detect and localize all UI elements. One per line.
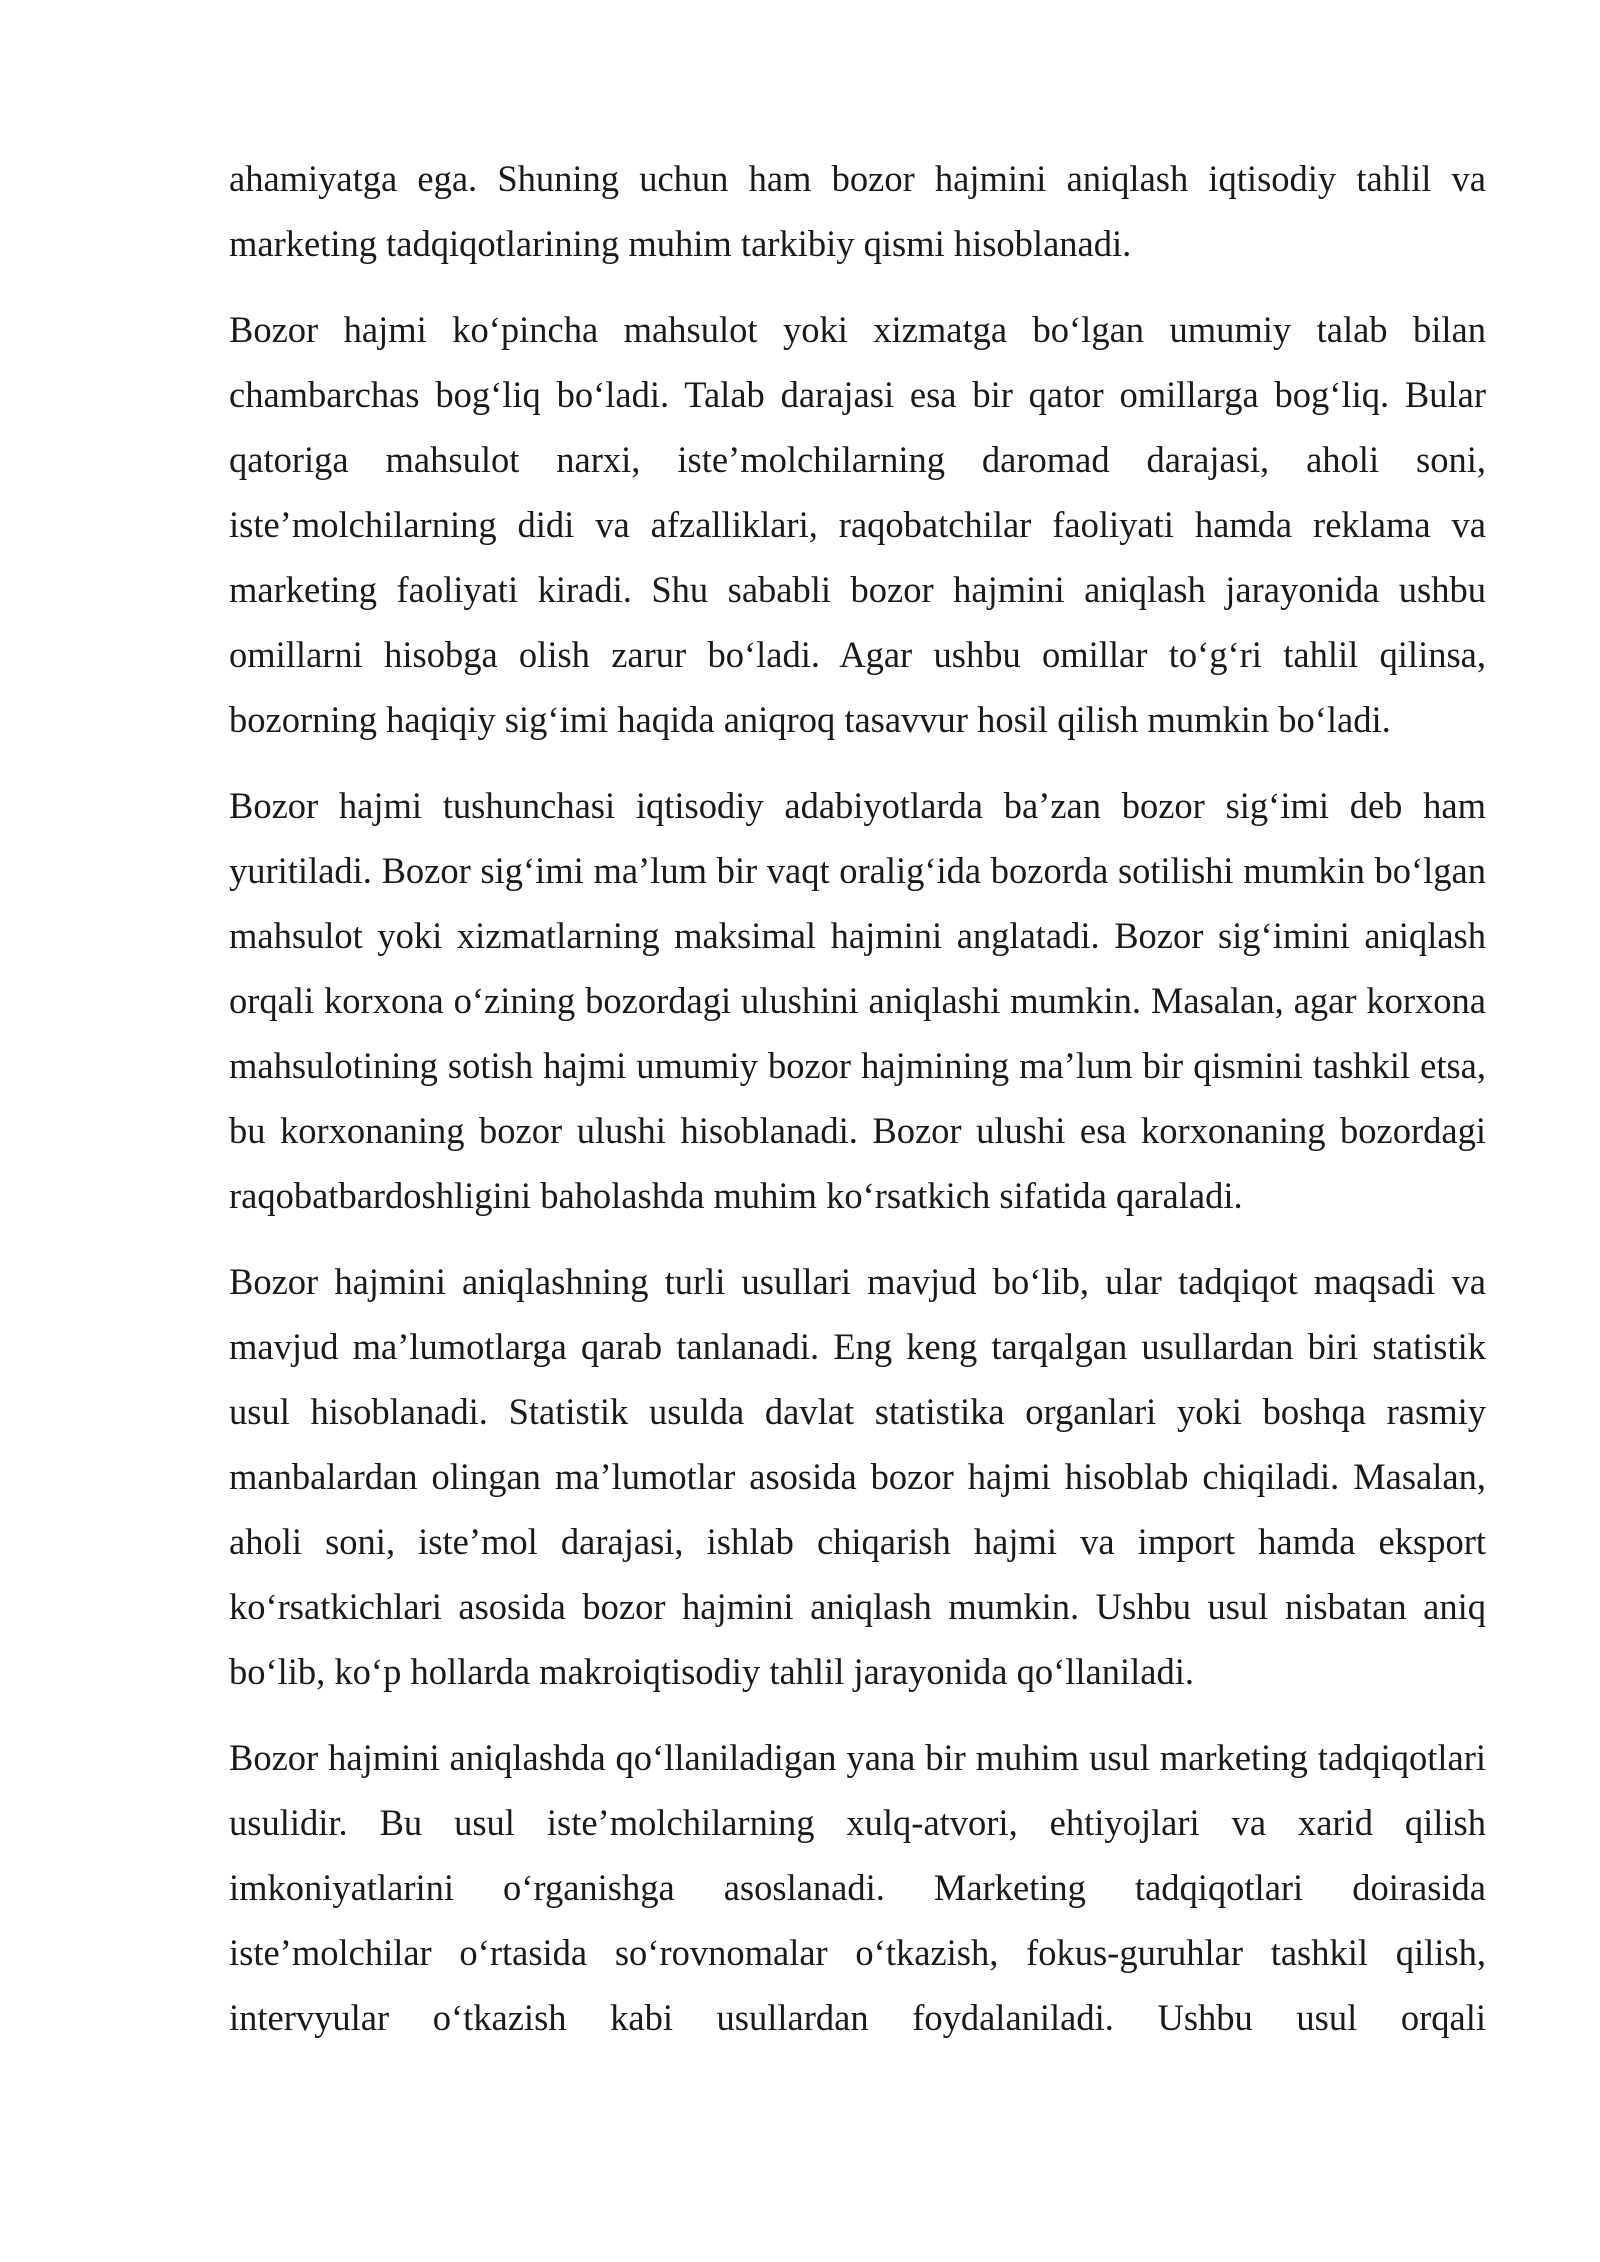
paragraph-1: ahamiyatga ega. Shuning uchun ham bozor hajmini aniqlash iqtisodiy tahlil va marketing tadqiqotlarining muhim tarkibiy qismi hisoblanadi. — [229, 158, 1486, 264]
paragraph-4: Bozor hajmini aniqlashning turli usullari mavjud bo‘lib, ular tadqiqot maqsadi va mavjud ma’lumotlarga qarab tanlanadi. Eng keng tarqalgan usullardan biri statistik usul hisoblanadi. Statistik usulda davlat statistika organlari yoki boshqa rasmiy manbalardan olingan ma’lumotlar asosida bozor hajmi hisoblab chiqiladi. Masalan, aholi soni, iste’mol darajasi, ishlab chiqarish hajmi va import hamda eksport ko‘rsatkichlari asosida bozor hajmini aniqlash mumkin. Ushbu usul nisbatan aniq bo‘lib, ko‘p hollarda makroiqtisodiy tahlil jarayonida qo‘llaniladi. — [229, 1261, 1486, 1692]
paragraph-3: Bozor hajmi tushunchasi iqtisodiy adabiyotlarda ba’zan bozor sig‘imi deb ham yuritiladi. Bozor sig‘imi ma’lum bir vaqt oralig‘ida bozorda sotilishi mumkin bo‘lgan mahsulot yoki xizmatlarning maksimal hajmini anglatadi. Bozor sig‘imini aniqlash orqali korxona o‘zining bozordagi ulushini aniqlashi mumkin. Masalan, agar korxona mahsulotining sotish hajmi umumiy bozor hajmining ma’lum bir qismini tashkil etsa, bu korxonaning bozor ulushi hisoblanadi. Bozor ulushi esa korxonaning bozordagi raqobatbardoshligini baholashda muhim ko‘rsatkich sifatida qaraladi. — [229, 785, 1486, 1216]
paragraph-5: Bozor hajmini aniqlashda qo‘llaniladigan yana bir muhim usul marketing tadqiqotlari usulidir. Bu usul iste’molchilarning xulq-atvori, ehtiyojlari va xarid qilish imkoniyatlarini o‘rganishga asoslanadi. Marketing tadqiqotlari doirasida iste’molchilar o‘rtasida so‘rovnomalar o‘tkazish, fokus-guruhlar tashkil qilish, intervyular o‘tkazish kabi usullardan foydalaniladi. Ushbu usul orqali — [229, 1737, 1486, 2038]
paragraph-2: Bozor hajmi ko‘pincha mahsulot yoki xizmatga bo‘lgan umumiy talab bilan chambarchas bog‘liq bo‘ladi. Talab darajasi esa bir qator omillarga bog‘liq. Bular qatoriga mahsulot narxi, iste’molchilarning daromad darajasi, aholi soni, iste’molchilarning didi va afzalliklari, raqobatchilar faoliyati hamda reklama va marketing faoliyati kiradi. Shu sababli bozor hajmini aniqlash jarayonida ushbu omillarni hisobga olish zarur bo‘ladi. Agar ushbu omillar to‘g‘ri tahlil qilinsa, bozorning haqiqiy sig‘imi haqida aniqroq tasavvur hosil qilish mumkin bo‘ladi. — [229, 309, 1486, 740]
document-body — [229, 146, 1486, 2050]
